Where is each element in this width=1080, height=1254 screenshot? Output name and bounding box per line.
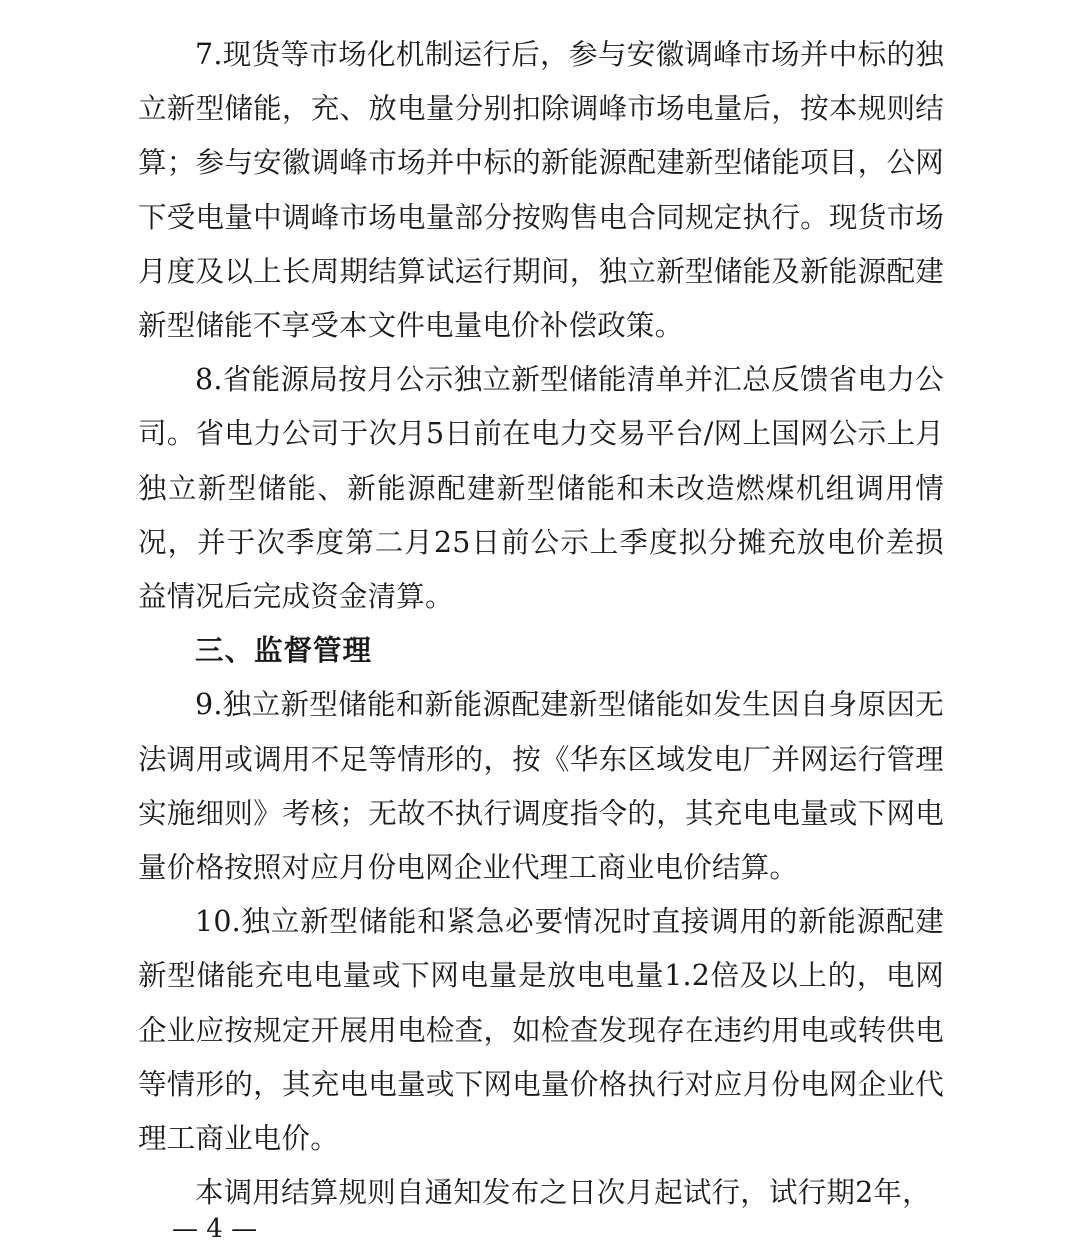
- paragraph-8: 8.省能源局按月公示独立新型储能清单并汇总反馈省电力公司。省电力公司于次月5日前在电力交易平台/网上国网公示上月独立新型储能、新能源配建新型储能和未改造燃煤机组调用情况，并于次季度第二月25日前公示上季度拟分摊充放电价差损益情况后完成资金清算。: [138, 363, 944, 614]
- document-body: [138, 28, 944, 1220]
- section-heading-supervision: 三、监督管理: [195, 634, 373, 668]
- paragraph-final: 本调用结算规则自通知发布之日次月起试行，试行期2年，: [195, 1176, 931, 1210]
- paragraph-9: 9.独立新型储能和新能源配建新型储能如发生因自身原因无法调用或调用不足等情形的，按《华东区域发电厂并网运行管理实施细则》考核；无故不执行调度指令的，其充电电量或下网电量价格按照对应月份电网企业代理工商业电价结算。: [138, 688, 944, 885]
- page-number: — 4 —: [172, 1214, 258, 1244]
- paragraph-7: 7.现货等市场化机制运行后，参与安徽调峰市场并中标的独立新型储能，充、放电量分别扣除调峰市场电量后，按本规则结算；参与安徽调峰市场并中标的新能源配建新型储能项目，公网下受电量中调峰市场电量部分按购售电合同规定执行。现货市场月度及以上长周期结算试运行期间，独立新型储能及新能源配建新型储能不享受本文件电量电价补偿政策。: [138, 38, 944, 343]
- paragraph-10: 10.独立新型储能和紧急必要情况时直接调用的新能源配建新型储能充电电量或下网电量是放电电量1.2倍及以上的，电网企业应按规定开展用电检查，如检查发现存在违约用电或转供电等情形的，其充电电量或下网电量价格执行对应月份电网企业代理工商业电价。: [138, 905, 944, 1156]
